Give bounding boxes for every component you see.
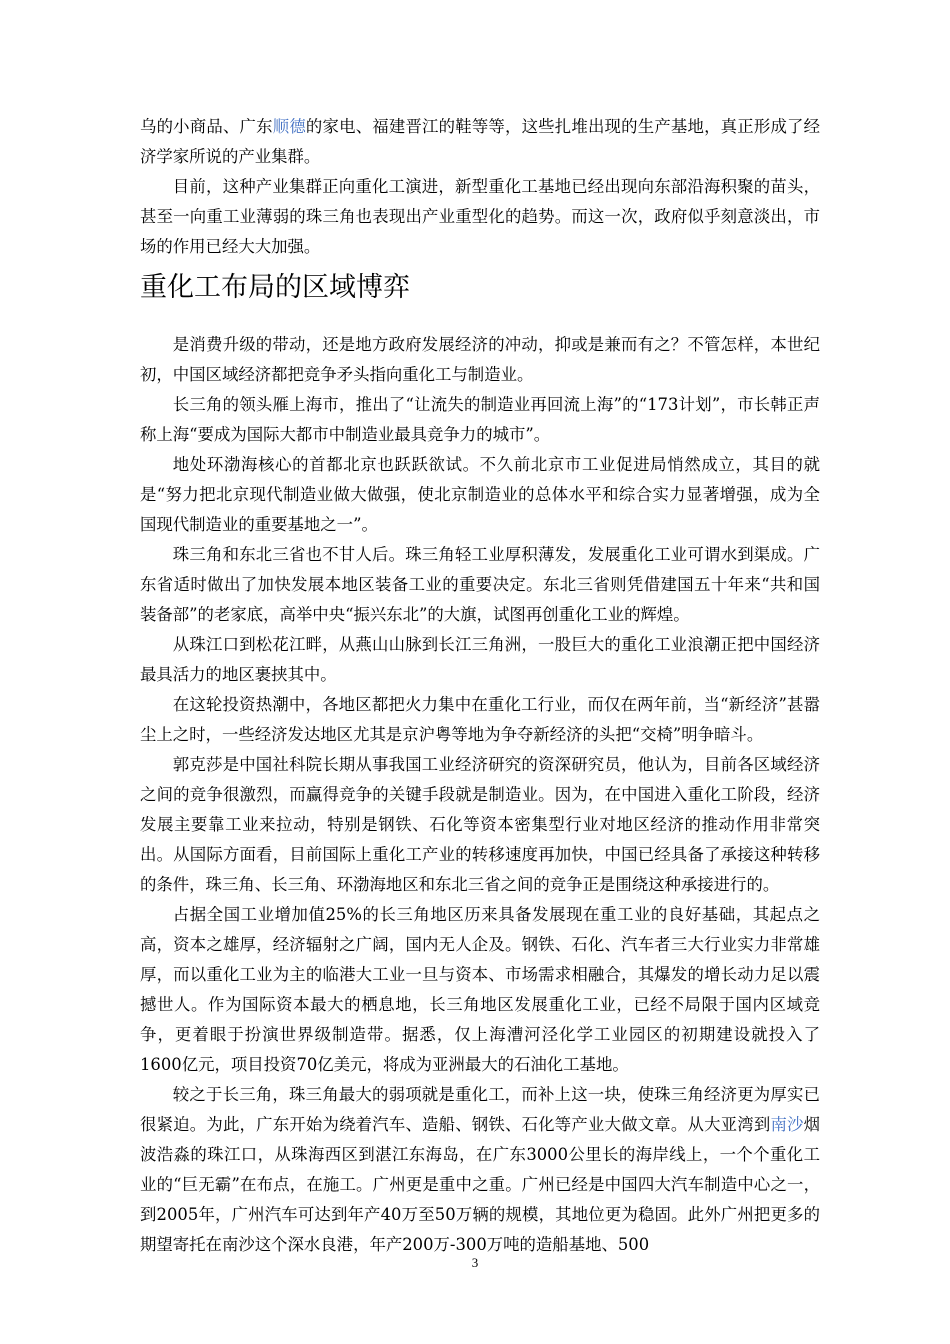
link-nansha[interactable]: 南沙 (770, 1115, 804, 1134)
text-run: 的家电、福建晋江的鞋等等，这些扎堆出现的生产基地，真正形成了经济学家所说的产业集群。 (140, 117, 821, 166)
page-content (140, 112, 820, 1260)
section-heading: 重化工布局的区域博弈 (140, 272, 410, 303)
section-paragraph-7: 郭克莎是中国社科院长期从事我国工业经济研究的资深研究员，他认为，目前各区域经济之间的竞争很激烈，而赢得竞争的关键手段就是制造业。因为，在中国进入重化工阶段，经济发展主要靠工业来拉动，特别是钢铁、石化等资本密集型行业对地区经济的推动作用非常突出。从国际方面看，目前国际上重化工产业的转移速度再加快，中国已经具备了承接这种转移的条件，珠三角、长三角、环渤海地区和东北三省之间的竞争正是围绕这种承接进行的。 (140, 755, 820, 894)
page-number: 3 (471, 1255, 479, 1270)
text-run: 较之于长三角，珠三角最大的弱项就是重化工，而补上这一块，使珠三角经济更为厚实已很紧迫。为此，广东开始为绕着汽车、造船、钢铁、石化等产业大做文章。从大亚湾到 (140, 1085, 820, 1134)
text-run: 烟波浩淼的珠江口，从珠海西区到湛江东海岛，在广东3000公里长的海岸线上，一个个重化工业的“巨无霸”在布点，在施工。广州更是重中之重。广州已经是中国四大汽车制造中心之一，到2005年，广州汽车可达到年产40万至50万辆的规模，其地位更为稳固。此外广州把更多的期望寄托在南沙这个深水良港，年产200万-300万吨的造船基地、500 (140, 1115, 821, 1254)
section-paragraph-8: 占据全国工业增加值25%的长三角地区历来具备发展现在重工业的良好基础，其起点之高，资本之雄厚，经济辐射之广阔，国内无人企及。钢铁、石化、汽车者三大行业实力非常雄厚，而以重化工业为主的临港大工业一旦与资本、市场需求相融合，其爆发的增长动力足以震撼世人。作为国际资本最大的栖息地，长三角地区发展重化工业，已经不局限于国内区域竞争，更着眼于扮演世界级制造带。据悉，仅上海漕河泾化学工业园区的初期建设就投入了1600亿元，项目投资70亿美元，将成为亚洲最大的石油化工基地。 (140, 905, 820, 1074)
section-paragraph-6: 在这轮投资热潮中，各地区都把火力集中在重化工行业，而仅在两年前，当“新经济”甚嚣尘上之时，一些经济发达地区尤其是京沪粤等地为争夺新经济的头把“交椅”明争暗斗。 (140, 695, 820, 744)
section-paragraph-2: 长三角的领头雁上海市，推出了“让流失的制造业再回流上海”的“173计划”，市长韩正声称上海“要成为国际大都市中制造业最具竞争力的城市”。 (140, 395, 820, 444)
link-shunde[interactable]: 顺德 (272, 117, 306, 136)
text-run: 乌的小商品、广东 (140, 117, 273, 136)
section-paragraph-1: 是消费升级的带动，还是地方政府发展经济的冲动，抑或是兼而有之？不管怎样，本世纪初，中国区域经济都把竞争矛头指向重化工与制造业。 (140, 335, 820, 384)
intro-paragraph-2: 目前，这种产业集群正向重化工演进，新型重化工基地已经出现向东部沿海积聚的苗头，甚至一向重工业薄弱的珠三角也表现出产业重型化的趋势。而这一次，政府似乎刻意淡出，市场的作用已经大大加强。 (140, 177, 820, 256)
section-paragraph-4: 珠三角和东北三省也不甘人后。珠三角轻工业厚积薄发，发展重化工业可谓水到渠成。广东省适时做出了加快发展本地区装备工业的重要决定。东北三省则凭借建国五十年来“共和国装备部”的老家底，高举中央“振兴东北”的大旗，试图再创重化工业的辉煌。 (140, 545, 820, 624)
intro-paragraph-1 (140, 112, 820, 172)
section-paragraph-5: 从珠江口到松花江畔，从燕山山脉到长江三角洲，一股巨大的重化工业浪潮正把中国经济最具活力的地区裹挟其中。 (140, 635, 820, 684)
section-paragraph-9 (140, 1080, 820, 1260)
section-paragraph-3: 地处环渤海核心的首都北京也跃跃欲试。不久前北京市工业促进局悄然成立，其目的就是“努力把北京现代制造业做大做强，使北京制造业的总体水平和综合实力显著增强，成为全国现代制造业的重要基地之一”。 (140, 455, 820, 534)
